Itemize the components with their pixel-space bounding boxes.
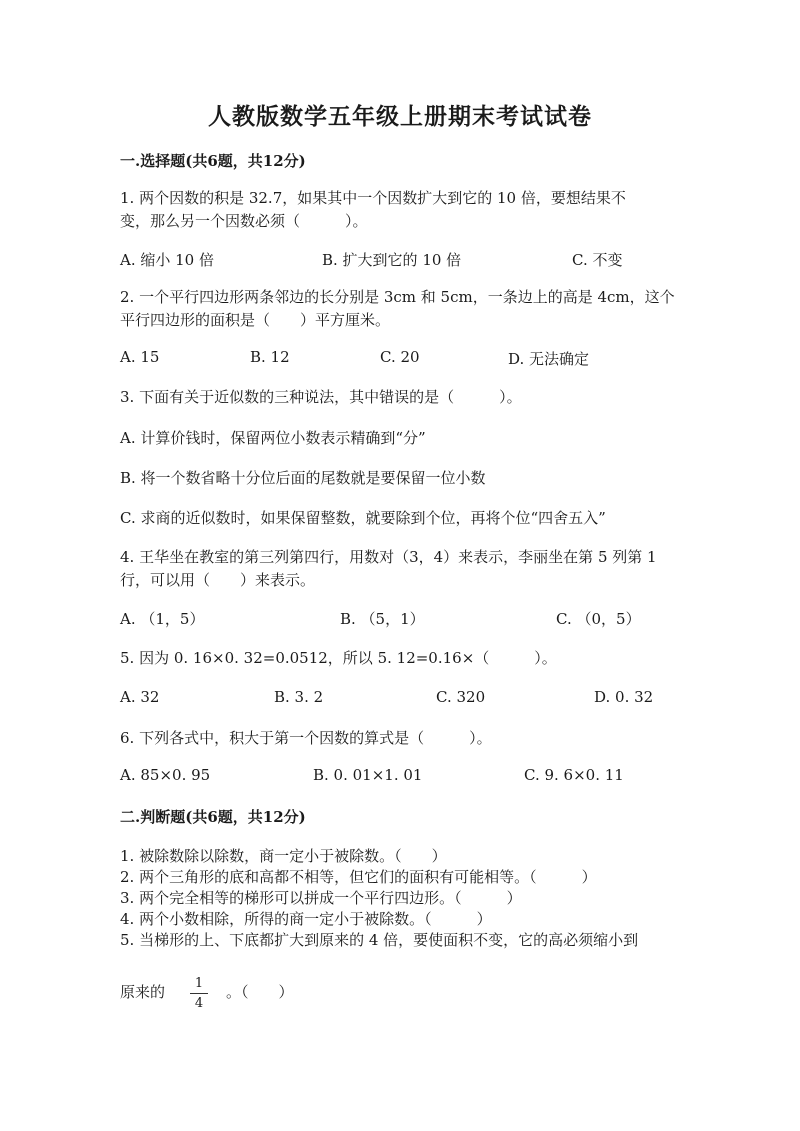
option-4b: B. （5，1） bbox=[340, 610, 425, 628]
section-heading-judgement: 二.判断题(共6题，共12分) bbox=[120, 808, 306, 826]
option-1a: A. 缩小 10 倍 bbox=[120, 251, 214, 269]
question-stem-line: 6. 下列各式中，积大于第一个因数的算式是（ ）。 bbox=[120, 729, 492, 747]
question-stem-line: 平行四边形的面积是（ ）平方厘米。 bbox=[120, 311, 391, 329]
question-stem-line: 行，可以用（ ）来表示。 bbox=[120, 571, 316, 589]
judgement-item-5-tail-prefix: 原来的 bbox=[120, 983, 166, 1001]
option-6b: B. 0. 01×1. 01 bbox=[313, 766, 423, 784]
page-title: 人教版数学五年级上册期末考试试卷 bbox=[208, 103, 592, 130]
fraction-bar bbox=[190, 993, 208, 994]
option-2b: B. 12 bbox=[250, 348, 290, 366]
option-3b: B. 将一个数省略十分位后面的尾数就是要保留一位小数 bbox=[120, 469, 486, 487]
option-6a: A. 85×0. 95 bbox=[120, 766, 211, 784]
option-2c: C. 20 bbox=[380, 348, 420, 366]
judgement-list bbox=[120, 846, 638, 951]
question-stem-line: 变，那么另一个因数必须（ ）。 bbox=[120, 212, 368, 230]
question-stem-line: 2. 一个平行四边形两条邻边的长分别是 3cm 和 5cm，一条边上的高是 4cm，这个 bbox=[120, 288, 675, 306]
question-3 bbox=[120, 386, 690, 409]
option-2a: A. 15 bbox=[120, 348, 160, 366]
fraction-one-quarter bbox=[188, 975, 210, 1012]
question-stem-line: 4. 王华坐在教室的第三列第四行，用数对（3，4）来表示，李丽坐在第 5 列第 1 bbox=[120, 548, 657, 566]
judgement-item-5-tail-suffix: 。（ ） bbox=[226, 983, 294, 1001]
question-stem-line: 1. 两个因数的积是 32.7，如果其中一个因数扩大到它的 10 倍，要想结果不 bbox=[120, 189, 626, 207]
option-4c: C. （0，5） bbox=[556, 610, 641, 628]
fraction-numerator: 1 bbox=[194, 976, 204, 991]
judgement-item: 3. 两个完全相等的梯形可以拼成一个平行四边形。（ ） bbox=[120, 889, 522, 907]
question-stem-line: 5. 因为 0. 16×0. 32=0.0512，所以 5. 12=0.16×（ ）。 bbox=[120, 649, 557, 667]
section-heading-choice: 一.选择题(共6题，共12分) bbox=[120, 152, 306, 170]
question-5 bbox=[120, 647, 690, 670]
question-1 bbox=[120, 187, 690, 233]
fraction-denominator: 4 bbox=[194, 996, 204, 1011]
judgement-item: 4. 两个小数相除，所得的商一定小于被除数。（ ） bbox=[120, 910, 492, 928]
option-6c: C. 9. 6×0. 11 bbox=[524, 766, 624, 784]
question-6 bbox=[120, 727, 690, 750]
judgement-item: 2. 两个三角形的底和高都不相等，但它们的面积有可能相等。（ ） bbox=[120, 868, 597, 886]
judgement-item: 5. 当梯形的上、下底都扩大到原来的 4 倍，要使面积不变，它的高必须缩小到 bbox=[120, 931, 639, 949]
option-3c: C. 求商的近似数时，如果保留整数，就要除到个位，再将个位“四舍五入” bbox=[120, 509, 606, 527]
option-2d: D. 无法确定 bbox=[508, 350, 590, 368]
option-5c: C. 320 bbox=[436, 688, 486, 706]
option-5b: B. 3. 2 bbox=[274, 688, 324, 706]
option-5d: D. 0. 32 bbox=[594, 688, 654, 706]
question-4 bbox=[120, 546, 690, 592]
option-3a: A. 计算价钱时，保留两位小数表示精确到“分” bbox=[120, 429, 426, 447]
option-5a: A. 32 bbox=[120, 688, 160, 706]
option-1c: C. 不变 bbox=[572, 251, 623, 269]
question-2 bbox=[120, 286, 690, 332]
option-1b: B. 扩大到它的 10 倍 bbox=[322, 251, 462, 269]
judgement-item: 1. 被除数除以除数，商一定小于被除数。（ ） bbox=[120, 847, 447, 865]
question-stem-line: 3. 下面有关于近似数的三种说法，其中错误的是（ ）。 bbox=[120, 388, 522, 406]
option-4a: A. （1，5） bbox=[120, 610, 205, 628]
